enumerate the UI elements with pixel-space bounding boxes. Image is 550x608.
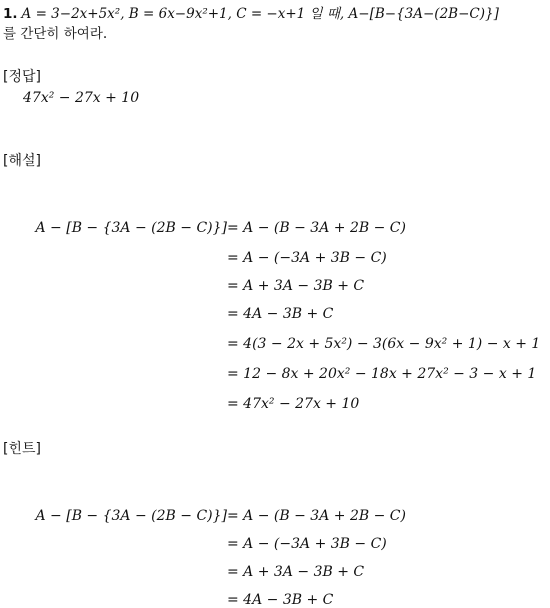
solution-step: = A − (B − 3A + 2B − C) [227,220,406,236]
hint-step: = A − (−3A + 3B − C) [227,536,387,552]
solution-step: = A + 3A − 3B + C [227,278,365,294]
solution-step: = 4A − 3B + C [227,306,334,322]
solution-step: = 47x² − 27x + 10 [227,396,360,412]
question-line-1: A = 3−2x+5x², B = 6x−9x²+1, C = −x+1 일 때, A−[B−{3A−(2B−C)}] [21,6,499,22]
hint-heading: [힌트] [3,441,41,457]
question-number: 1. [3,6,18,22]
hint-step: = 4A − 3B + C [227,592,334,608]
answer-heading: [정답] [3,69,41,85]
solution-heading: [해설] [3,153,41,169]
solution-lhs: A − [B − {3A − (2B − C)}] [35,220,227,236]
hint-lhs: A − [B − {3A − (2B − C)}] [35,508,227,524]
hint-step: = A + 3A − 3B + C [227,564,365,580]
answer-value: 47x² − 27x + 10 [23,90,140,106]
question [3,4,499,44]
solution-step: = 12 − 8x + 20x² − 18x + 27x² − 3 − x + 1 [227,366,537,382]
solution-step: = 4(3 − 2x + 5x²) − 3(6x − 9x² + 1) − x + 1 [227,336,541,352]
hint-step: = A − (B − 3A + 2B − C) [227,508,406,524]
solution-step: = A − (−3A + 3B − C) [227,250,387,266]
question-line-2: 를 간단히 하여라. [3,26,108,42]
